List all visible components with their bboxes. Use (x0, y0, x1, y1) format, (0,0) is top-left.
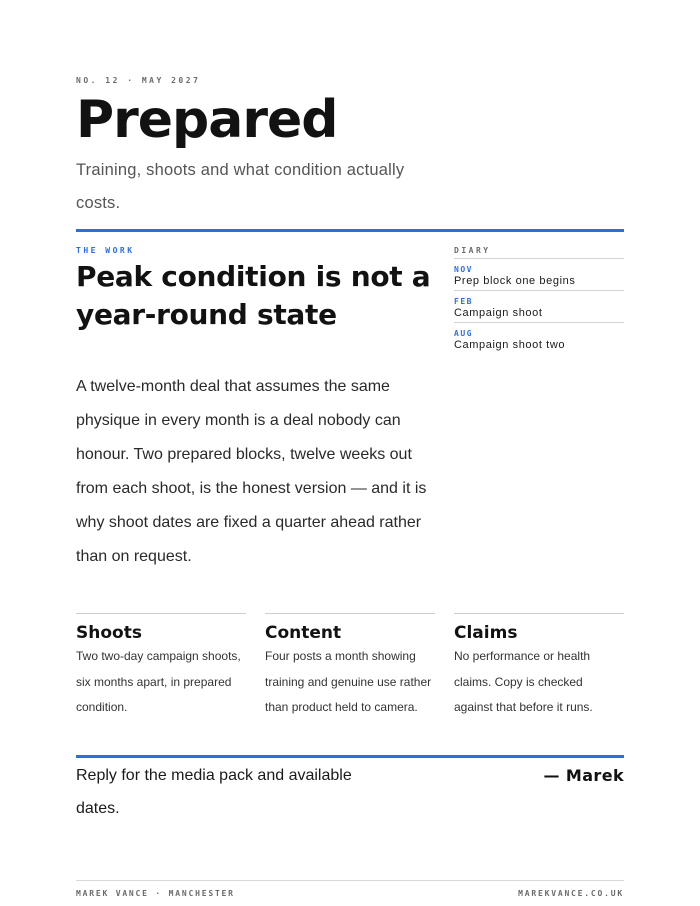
diary-item (454, 291, 624, 323)
column-text: No performance or health claims. Copy is checked against that before it runs. (454, 649, 593, 714)
column-text: Four posts a month showing training and genuine use rather than product held to camera. (265, 649, 432, 714)
diary-sidebar (454, 246, 624, 354)
diary-month: FEB (454, 297, 473, 306)
column-shoots (76, 613, 246, 721)
feature-columns (76, 613, 624, 721)
diary-text: Campaign shoot (454, 307, 543, 319)
top-accent-rule (76, 229, 624, 232)
diary-label: DIARY (454, 246, 624, 259)
diary-month: AUG (454, 329, 473, 338)
diary-text: Prep block one begins (454, 275, 576, 287)
diary-month: NOV (454, 265, 473, 274)
issue-line: NO. 12 · MAY 2027 (76, 76, 201, 85)
column-title: Shoots (76, 623, 142, 643)
diary-item (454, 259, 624, 291)
page-subtitle: Training, shoots and what condition actually costs. (76, 161, 405, 212)
diary-text: Campaign shoot two (454, 339, 566, 351)
page-title: Prepared (76, 90, 338, 150)
signoff: — Marek (543, 766, 624, 785)
reply-prompt: Reply for the media pack and available dates. (76, 767, 352, 817)
footer-website: MAREKVANCE.CO.UK (518, 889, 624, 898)
footer-name: MAREK VANCE · MANCHESTER (76, 889, 235, 898)
section-headline: Peak condition is not a year-round state (76, 260, 431, 331)
footer-divider (76, 880, 624, 881)
section-body: A twelve-month deal that assumes the same physique in every month is a deal nobody can honour. Two prepared blocks, twelve weeks out from each shoot, is the honest version — and it is why shoot dates are fixed a quarter ahead rather than on request. (76, 378, 427, 565)
column-title: Content (265, 623, 342, 643)
section-label: THE WORK (76, 246, 135, 255)
page (76, 0, 624, 906)
column-content (265, 613, 435, 721)
diary-item (454, 323, 624, 354)
bottom-accent-rule (76, 755, 624, 758)
column-text: Two two-day campaign shoots, six months apart, in prepared condition. (76, 649, 241, 714)
column-claims (454, 613, 624, 721)
column-title: Claims (454, 623, 518, 643)
